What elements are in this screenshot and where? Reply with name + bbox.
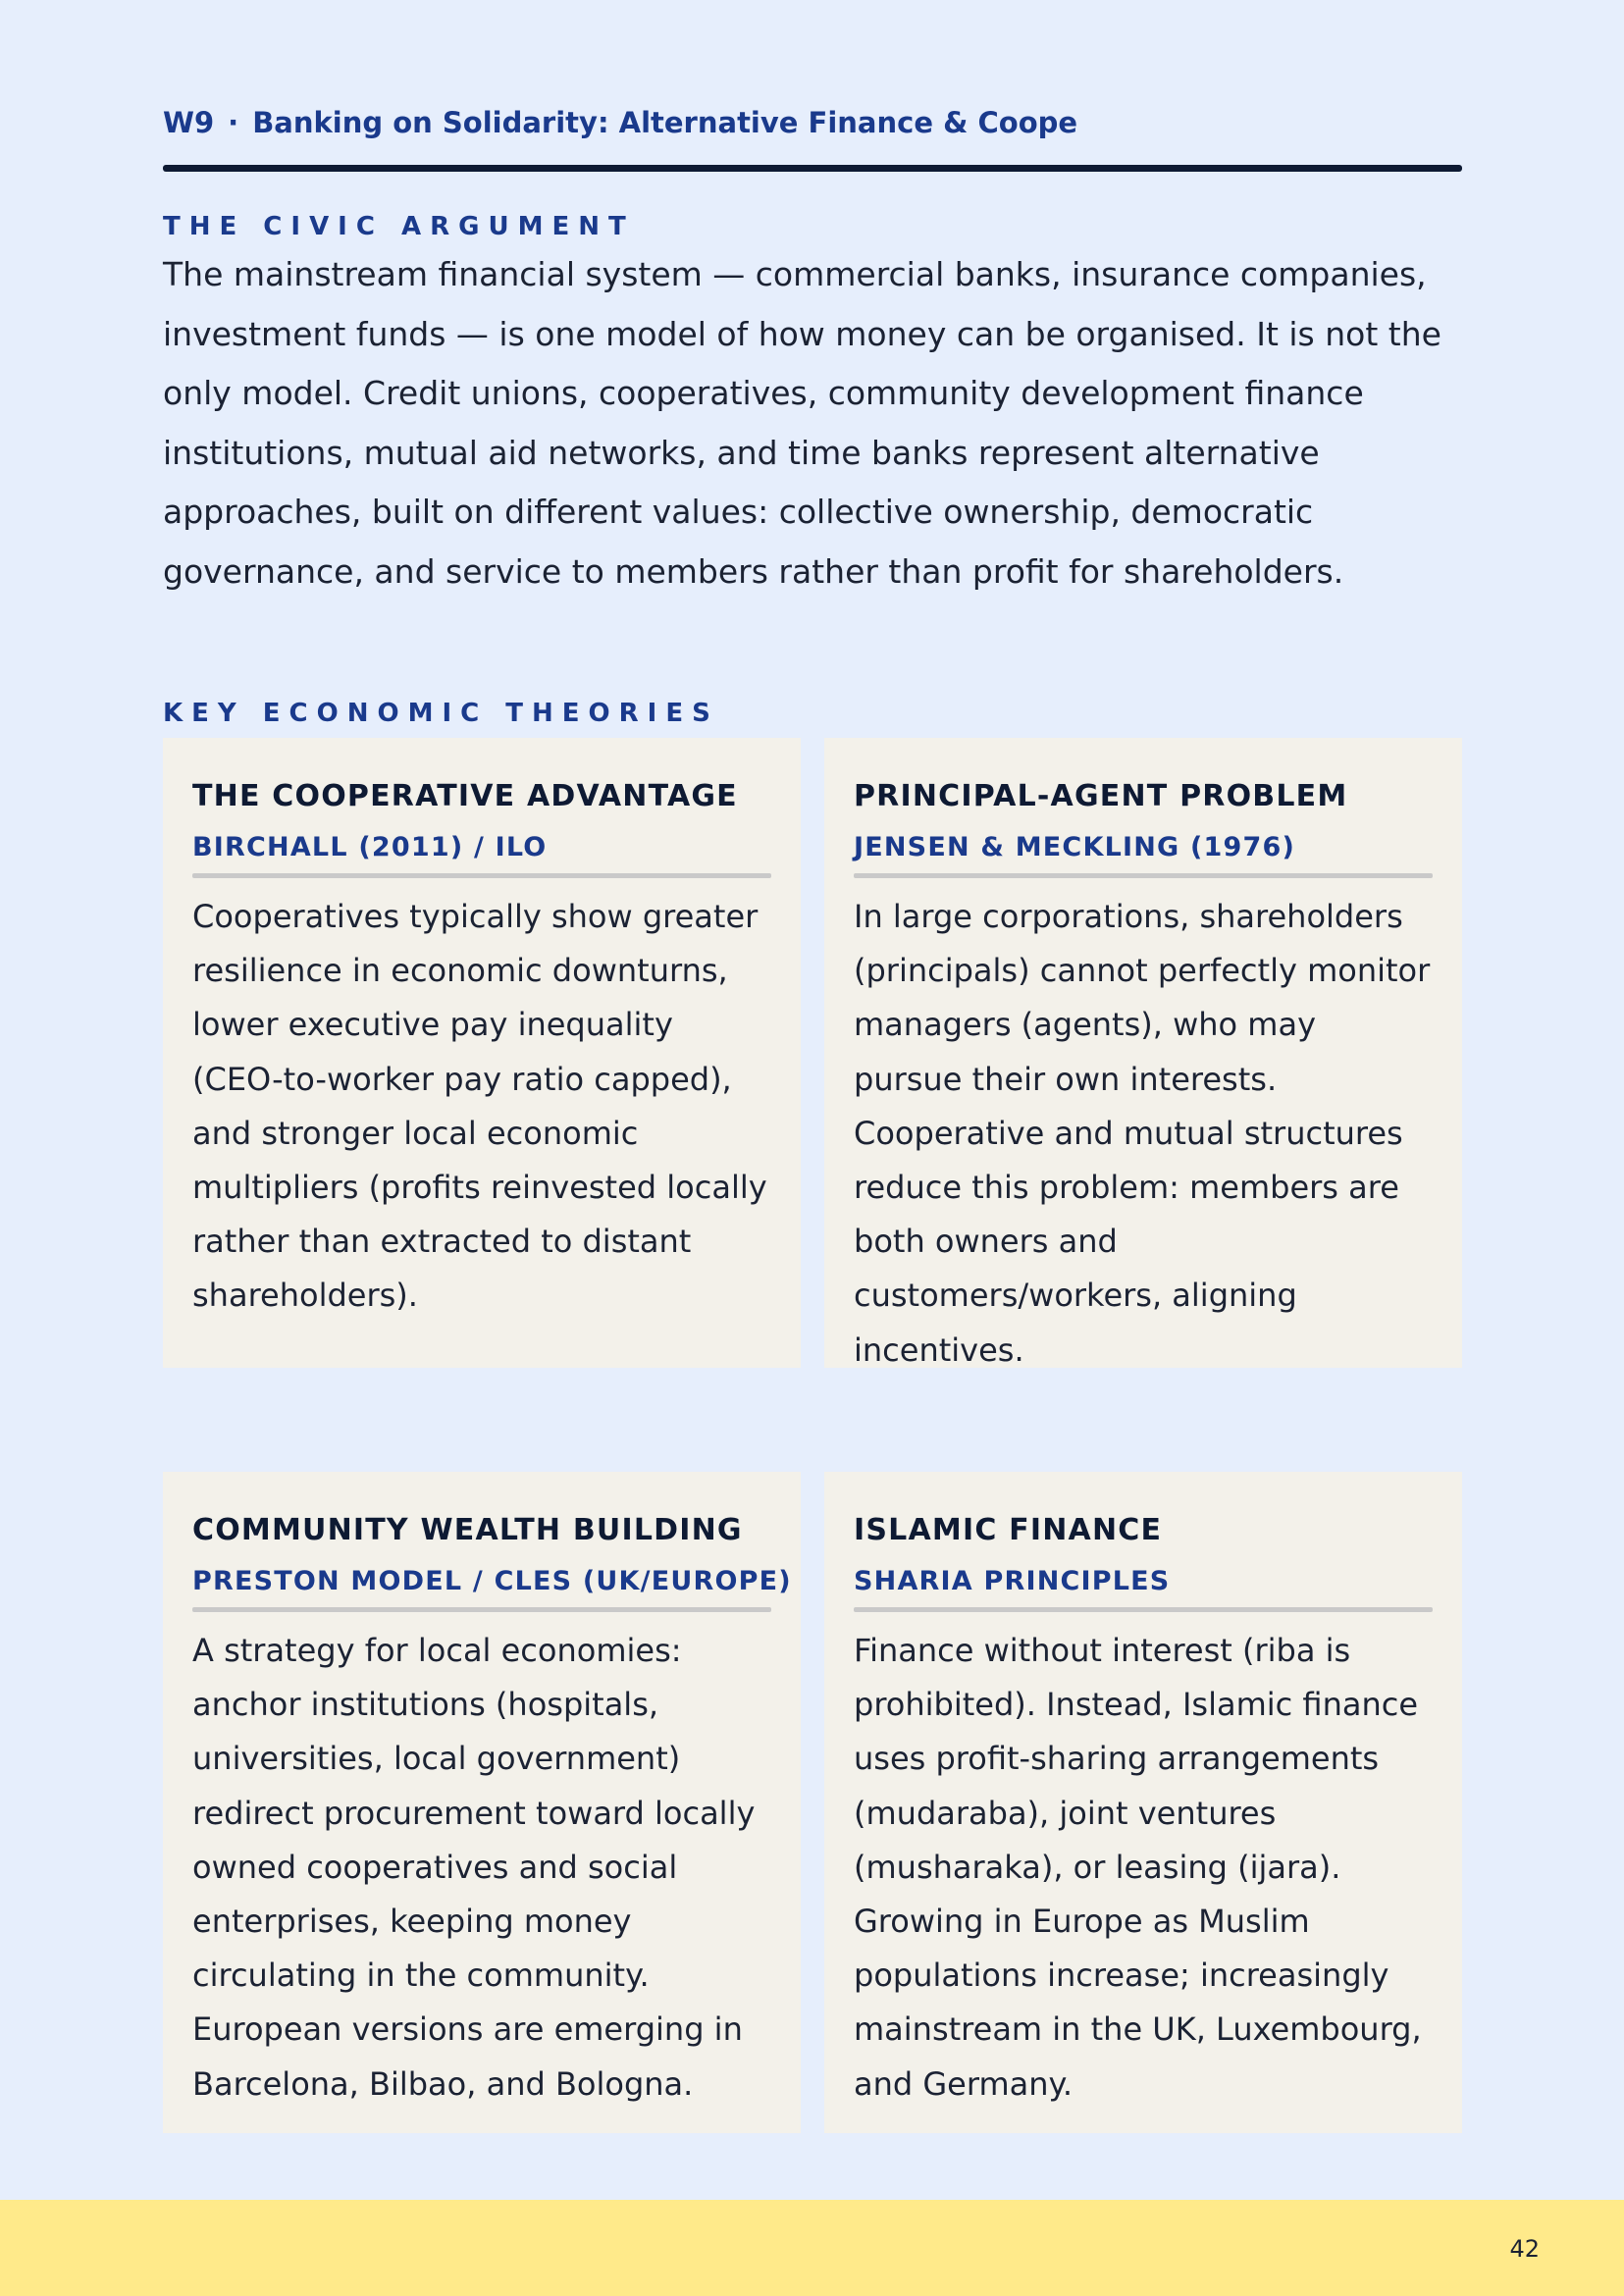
page-number: 42 (1509, 2235, 1540, 2263)
header-rule (163, 165, 1462, 172)
card-source: SHARIA PRINCIPLES (854, 1566, 1171, 1596)
theory-card-islamic-finance (824, 1472, 1462, 2133)
card-divider (192, 873, 771, 878)
card-body: In large corporations, shareholders (principals) cannot perfectly monitor managers (agents), who may pursue their own interests. Cooperative and mutual structures reduce this problem: members are both owners and customers/workers, aligning incentives. (854, 898, 1431, 1369)
header-separator: · (228, 106, 239, 139)
theory-card-cooperative-advantage (163, 738, 801, 1368)
card-title: ISLAMIC FINANCE (854, 1513, 1163, 1547)
theories-section-label: KEY ECONOMIC THEORIES (163, 699, 719, 728)
page-footer (0, 2200, 1624, 2296)
card-source: JENSEN & MECKLING (1976) (854, 832, 1296, 862)
theory-card-principal-agent (824, 738, 1462, 1368)
civic-paragraph: The mainstream financial system — commercial banks, insurance companies, investment funds — is one model of how money can be organised. It is not the only model. Credit unions, cooperatives, community development finance institutions, mutual aid networks, and time banks represent alternative approaches, built on different values: collective ownership, democratic governance, and service to members rather than profit for shareholders. (163, 255, 1441, 591)
page-header (163, 106, 1462, 139)
card-title: PRINCIPAL-AGENT PROBLEM (854, 779, 1348, 813)
card-divider (854, 1607, 1433, 1612)
page-title: Banking on Solidarity: Alternative Finance & Coope (252, 106, 1078, 139)
card-source: PRESTON MODEL / CLES (UK/EUROPE) (192, 1566, 792, 1596)
card-title: THE COOPERATIVE ADVANTAGE (192, 779, 738, 813)
card-title: COMMUNITY WEALTH BUILDING (192, 1513, 743, 1547)
theory-card-community-wealth (163, 1472, 801, 2133)
card-divider (192, 1607, 771, 1612)
card-body: A strategy for local economies: anchor institutions (hospitals, universities, local government) redirect procurement toward locally owned cooperatives and social enterprises, keeping money circulating in the community. European versions are emerging in Barcelona, Bilbao, and Bologna. (192, 1632, 756, 2103)
card-body: Cooperatives typically show greater resilience in economic downturns, lower executive pay inequality (CEO-to-worker pay ratio capped), and stronger local economic multipliers (profits reinvested locally rather than extracted to distant shareholders). (192, 898, 767, 1315)
card-body: Finance without interest (riba is prohibited). Instead, Islamic finance uses profit-sharing arrangements (mudaraba), joint ventures (musharaka), or leasing (ijara). Growing in Europe as Muslim populations increase; increasingly mainstream in the UK, Luxembourg, and Germany. (854, 1632, 1422, 2103)
week-label: W9 (163, 106, 215, 139)
card-source: BIRCHALL (2011) / ILO (192, 832, 548, 862)
card-divider (854, 873, 1433, 878)
civic-section-label: THE CIVIC ARGUMENT (163, 212, 635, 241)
